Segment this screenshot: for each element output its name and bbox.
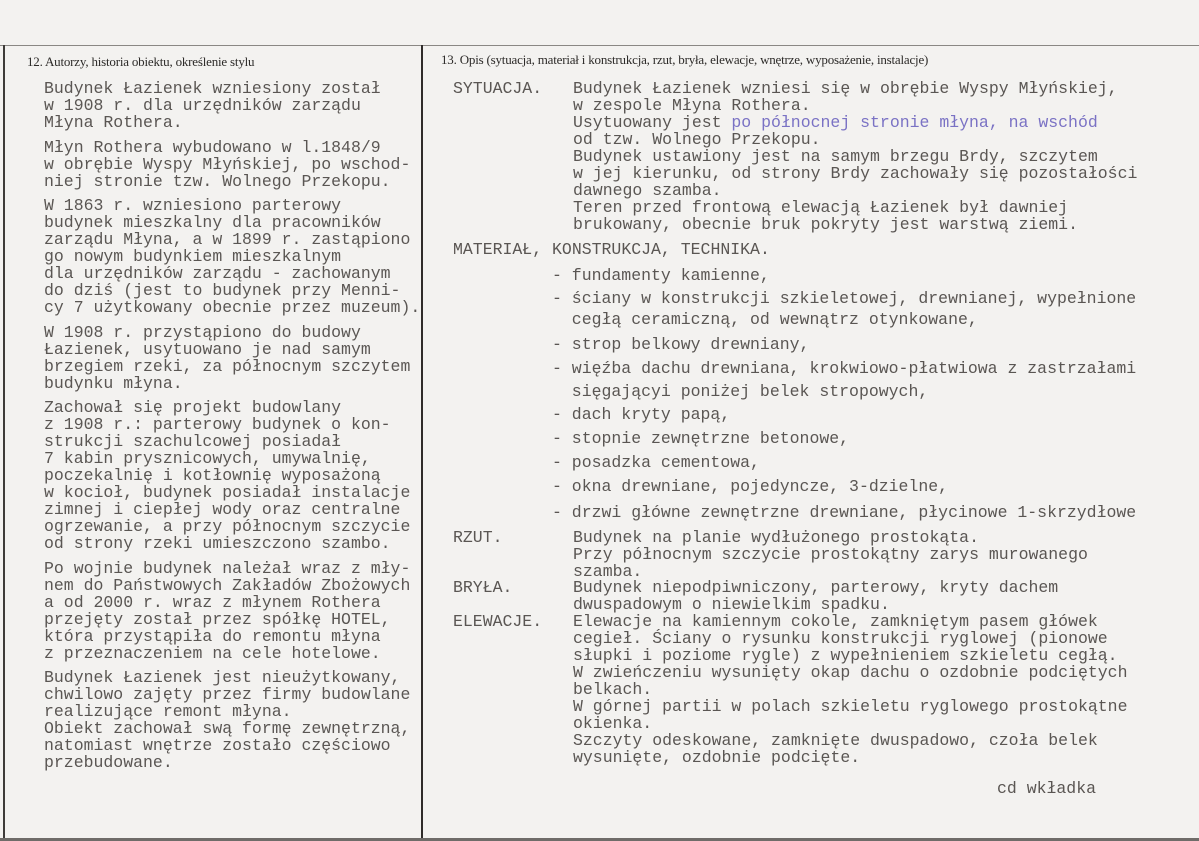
text-line: W 1863 r. wzniesiono parterowy (44, 196, 342, 215)
label-rzut: RZUT. (453, 528, 503, 547)
text-line: W 1908 r. przystąpiono do budowy (44, 322, 361, 342)
history-text (44, 80, 420, 779)
list-item: sięgającyi poniżej belek stropowych, (552, 382, 929, 401)
text-line: brzegiem rzeki, za północnym szczytem (44, 356, 411, 376)
text-line: Łazienek, usytuowano je nad samym (44, 339, 371, 359)
history-paragraph (44, 80, 420, 131)
text-line: cy 7 użytkowany obecnie przez muzeum). (44, 298, 421, 317)
continued-note: cd wkładka (997, 779, 1097, 798)
text-line: Budynek na planie wydłużonego prostokąta. (573, 528, 979, 547)
stamped-text: po północnej stronie młyna, na wschód (731, 113, 1098, 132)
text-line: zimnej i ciepłej wody oraz centralne (44, 500, 401, 519)
list-item: - ściany w konstrukcji szkieletowej, drewnianej, wypełnione (552, 289, 1137, 308)
text-line: z przeznaczeniem na cele hotelowe. (44, 643, 381, 663)
label-bryla: BRYŁA. (453, 578, 513, 597)
label-sytuacja: SYTUACJA. (453, 79, 543, 98)
text-line: która przystąpiła do remontu młyna (44, 626, 381, 646)
text-line: budynek mieszkalny dla pracowników (44, 213, 381, 232)
text-line: szamba. (573, 561, 643, 581)
text-line: w jej kierunku, od strony Brdy zachowały się pozostałości (573, 164, 1138, 183)
text-line: od tzw. Wolnego Przekopu. (573, 130, 821, 149)
history-paragraph (44, 560, 420, 662)
list-item: - posadzka cementowa, (552, 453, 760, 472)
text-line: Teren przed frontową elewacją Łazienek był dawniej (573, 198, 1069, 217)
label-material: MATERIAŁ, KONSTRUKCJA, TECHNIKA. (453, 240, 770, 259)
column-divider (421, 45, 423, 841)
text-line: w kocioł, budynek posiadał instalacje (44, 483, 411, 502)
text-line: dawnego szamba. (573, 181, 722, 200)
text-line: Usytuowany jest (573, 113, 732, 132)
history-paragraph (44, 139, 420, 190)
text-line: słupki i poziome rygle) z wypełnieniem szkieletu cegłą. (573, 646, 1118, 665)
text-line: a od 2000 r. wraz z młynem Rothera (44, 592, 381, 612)
text-line: dla urzędników zarządu - zachowanym (44, 264, 391, 283)
text-line: od strony rzeki umieszczono szambo. (44, 534, 391, 553)
text-line: Po wojnie budynek należał wraz z mły- (44, 558, 411, 578)
list-item: - strop belkowy drewniany, (552, 335, 810, 354)
list-item: - drzwi główne zewnętrzne drewniane, płycinowe 1-skrzydłowe (552, 503, 1137, 522)
label-elewacje: ELEWACJE. (453, 612, 543, 631)
text-line: Budynek Łazienek wzniesiony został (44, 79, 381, 98)
text-line: realizujące remont młyna. (44, 702, 292, 721)
text-line: Zachował się projekt budowlany (44, 398, 342, 417)
text-line: Obiekt zachował swą formę zewnętrzną, (44, 719, 411, 738)
text-line: belkach. (573, 680, 653, 699)
text-line: chwilowo zajęty przez firmy budowlane (44, 685, 411, 704)
list-item: - dach kryty papą, (552, 405, 731, 424)
text-line: dwuspadowym o niewielkim spadku. (573, 595, 890, 614)
text-line: Szczyty odeskowane, zamknięte dwuspadowo, czoła belek (573, 731, 1098, 750)
text-line: z 1908 r.: parterowy budynek o kon- (44, 415, 391, 434)
text-line: wysunięte, ozdobnie podcięte. (573, 748, 861, 767)
text-line: W górnej partii w polach szkieletu ryglowego prostokątne (573, 697, 1128, 716)
list-item: - okna drewniane, pojedyncze, 3-dzielne, (552, 477, 949, 496)
text-line: natomiast wnętrze zostało częściowo (44, 736, 391, 755)
text-line: Przy północnym szczycie prostokątny zarys murowanego (573, 544, 1088, 564)
list-item: - więźba dachu drewniana, krokwiowo-płatwiowa z zastrzałami (552, 359, 1137, 378)
text-line: Budynek Łazienek wzniesi się w obrębie Wyspy Młyńskiej, (573, 79, 1118, 98)
text-line: cegieł. Ściany o rysunku konstrukcji ryglowej (pionowe (573, 629, 1108, 648)
text-line: do dziś (jest to budynek przy Menni- (44, 281, 401, 300)
list-item: cegłą ceramiczną, od wewnątrz otynkowane, (552, 310, 978, 329)
text-line: w zespole Młyna Rothera. (573, 96, 811, 115)
section-13-heading: 13. Opis (sytuacja, materiał i konstrukcja, rzut, bryła, elewacje, wnętrze, wyposażenie, instalacje) (441, 52, 929, 67)
text-line: Młyna Rothera. (44, 113, 183, 132)
text-line: budynku młyna. (44, 373, 183, 393)
text-line: Młyn Rothera wybudowano w l.1848/9 (44, 137, 381, 157)
text-line: Budynek Łazienek jest nieużytkowany, (44, 668, 401, 687)
text-line: Elewacje na kamiennym cokole, zamkniętym pasem główek (573, 612, 1098, 631)
history-paragraph (44, 324, 420, 392)
section-12-heading: 12. Autorzy, historia obiektu, określenie stylu (27, 54, 255, 69)
text-line: go nowym budynkiem mieszkalnym (44, 247, 342, 266)
history-paragraph (44, 669, 420, 771)
history-paragraph (44, 399, 420, 552)
text-line: nem do Państwowych Zakładów Zbożowych (44, 575, 411, 595)
text-line: niej stronie tzw. Wolnego Przekopu. (44, 171, 391, 191)
text-line: Budynek ustawiony jest na samym brzegu Brdy, szczytem (573, 147, 1098, 166)
text-line: poczekalnię i kotłownię wyposażoną (44, 466, 381, 485)
text-line: 7 kabin prysznicowych, umywalnię, (44, 449, 371, 468)
text-line: Budynek niepodpiwniczony, parterowy, kryty dachem (573, 578, 1059, 597)
frame-left-rule (3, 45, 5, 841)
list-item: - stopnie zewnętrzne betonowe, (552, 429, 850, 448)
text-line: przejęty został przez spółkę HOTEL, (44, 609, 391, 629)
text-line: w obrębie Wyspy Młyńskiej, po wschod- (44, 154, 411, 174)
text-line: w 1908 r. dla urzędników zarządu (44, 96, 361, 115)
text-line: W zwieńczeniu wysunięty okap dachu o ozdobnie podciętych (573, 663, 1128, 682)
text-line: brukowany, obecnie bruk pokryty jest warstwą ziemi. (573, 215, 1078, 234)
text-line: przebudowane. (44, 753, 173, 772)
frame-top-rule (0, 45, 1199, 46)
text-line: strukcji szachulcowej posiadał (44, 432, 342, 451)
text-line: zarządu Młyna, a w 1899 r. zastąpiono (44, 230, 411, 249)
history-paragraph (44, 197, 420, 316)
text-line: okienka. (573, 714, 653, 733)
list-item: - fundamenty kamienne, (552, 266, 770, 285)
text-line: ogrzewanie, a przy północnym szczycie (44, 517, 411, 536)
